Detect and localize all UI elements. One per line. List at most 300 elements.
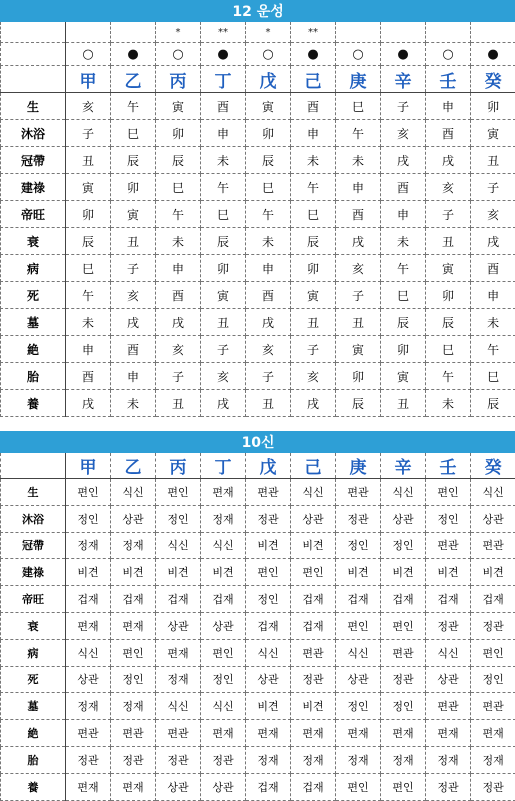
ten-god-cell: 겁재 [471, 586, 515, 613]
branch-cell: 午 [291, 174, 336, 201]
yinyang-cell: ● [471, 43, 515, 66]
stage-label: 墓 [1, 309, 66, 336]
ten-god-cell: 비견 [246, 532, 291, 559]
branch-cell: 巳 [426, 336, 471, 363]
branch-cell: 巳 [291, 201, 336, 228]
ten-god-cell: 겁재 [291, 612, 336, 639]
ten-god-cell: 편재 [156, 639, 201, 666]
table-row [1, 586, 515, 613]
ten-god-cell: 비견 [291, 532, 336, 559]
ten-god-cell: 정관 [471, 773, 515, 800]
table-title: 12 운성 [1, 1, 515, 22]
ten-god-cell: 편재 [336, 720, 381, 747]
stem-header: 戊 [246, 66, 291, 93]
branch-cell: 未 [201, 147, 246, 174]
branch-cell: 酉 [336, 201, 381, 228]
mark-cell: * [246, 22, 291, 43]
branch-cell: 戌 [291, 390, 336, 417]
ten-god-cell: 정인 [156, 505, 201, 532]
ten-god-cell: 겁재 [381, 586, 426, 613]
table-row [1, 336, 515, 363]
ten-god-cell: 정재 [66, 532, 111, 559]
mark-cell [66, 22, 111, 43]
ten-god-cell: 비견 [111, 559, 156, 586]
branch-cell: 亥 [201, 363, 246, 390]
branch-cell: 午 [426, 363, 471, 390]
table-row [1, 255, 515, 282]
stage-label: 絶 [1, 720, 66, 747]
table-row [1, 120, 515, 147]
yinyang-cell: ○ [66, 43, 111, 66]
branch-cell: 戌 [426, 147, 471, 174]
branch-cell: 寅 [156, 93, 201, 120]
branch-cell: 未 [381, 228, 426, 255]
ten-god-cell: 편관 [111, 720, 156, 747]
stage-label: 病 [1, 255, 66, 282]
branch-cell: 酉 [246, 282, 291, 309]
branch-cell: 申 [471, 282, 515, 309]
branch-cell: 子 [246, 363, 291, 390]
ten-god-cell: 정인 [66, 505, 111, 532]
ten-god-cell: 식신 [291, 479, 336, 506]
branch-cell: 寅 [291, 282, 336, 309]
stage-label: 生 [1, 479, 66, 506]
stem-header: 壬 [426, 453, 471, 479]
stem-header: 乙 [111, 66, 156, 93]
branch-cell: 卯 [156, 120, 201, 147]
branch-cell: 未 [246, 228, 291, 255]
table-row [1, 612, 515, 639]
stem-header: 辛 [381, 66, 426, 93]
stage-label: 胎 [1, 746, 66, 773]
ten-god-cell: 편재 [471, 720, 515, 747]
branch-cell: 未 [471, 309, 515, 336]
ten-god-cell: 정관 [426, 612, 471, 639]
ten-god-cell: 겁재 [291, 773, 336, 800]
branch-cell: 戌 [471, 228, 515, 255]
stage-label: 沐浴 [1, 120, 66, 147]
table-title: 10신 [1, 432, 515, 453]
ten-god-cell: 겁재 [201, 586, 246, 613]
ten-god-cell: 정관 [381, 666, 426, 693]
ten-god-cell: 상관 [471, 505, 515, 532]
branch-cell: 申 [66, 336, 111, 363]
ten-god-cell: 편인 [246, 559, 291, 586]
stage-label: 養 [1, 773, 66, 800]
yinyang-cell: ● [291, 43, 336, 66]
branch-cell: 丑 [336, 309, 381, 336]
branch-cell: 巳 [336, 93, 381, 120]
branch-cell: 辰 [426, 309, 471, 336]
corner-cell [1, 453, 66, 479]
branch-cell: 亥 [426, 174, 471, 201]
ten-god-cell: 편관 [426, 693, 471, 720]
table-row [1, 746, 515, 773]
ten-god-cell: 정관 [111, 746, 156, 773]
table-row [1, 639, 515, 666]
ten-god-cell: 상관 [66, 666, 111, 693]
stem-header: 乙 [111, 453, 156, 479]
ten-god-cell: 상관 [336, 666, 381, 693]
table-row [1, 720, 515, 747]
branch-cell: 辰 [336, 390, 381, 417]
corner-cell [1, 66, 66, 93]
branch-cell: 辰 [471, 390, 515, 417]
branch-cell: 卯 [291, 255, 336, 282]
ten-god-cell: 편재 [201, 720, 246, 747]
branch-cell: 戌 [66, 390, 111, 417]
branch-cell: 亥 [66, 93, 111, 120]
ten-god-cell: 정재 [246, 746, 291, 773]
ten-god-cell: 식신 [201, 532, 246, 559]
stem-header: 甲 [66, 66, 111, 93]
table-row [1, 201, 515, 228]
branch-cell: 戌 [111, 309, 156, 336]
branch-cell: 寅 [471, 120, 515, 147]
ten-god-cell: 비견 [426, 559, 471, 586]
branch-cell: 亥 [291, 363, 336, 390]
branch-cell: 酉 [111, 336, 156, 363]
ten-god-cell: 정재 [201, 505, 246, 532]
mark-cell [336, 22, 381, 43]
ten-god-cell: 겁재 [66, 586, 111, 613]
ten-god-cell: 비견 [291, 693, 336, 720]
ten-god-cell: 편재 [66, 612, 111, 639]
table-row [1, 228, 515, 255]
branch-cell: 巳 [246, 174, 291, 201]
ten-god-cell: 편관 [471, 693, 515, 720]
branch-cell: 戌 [201, 390, 246, 417]
branch-cell: 申 [291, 120, 336, 147]
branch-cell: 戌 [246, 309, 291, 336]
table-row [1, 390, 515, 417]
ten-god-cell: 정관 [471, 612, 515, 639]
mark-cell [381, 22, 426, 43]
branch-cell: 子 [471, 174, 515, 201]
ten-god-cell: 식신 [111, 479, 156, 506]
ten-god-cell: 식신 [156, 532, 201, 559]
ten-god-cell: 편재 [426, 720, 471, 747]
branch-cell: 子 [66, 120, 111, 147]
branch-cell: 午 [381, 255, 426, 282]
branch-cell: 亥 [111, 282, 156, 309]
table-row [1, 559, 515, 586]
ten-god-cell: 편관 [336, 479, 381, 506]
branch-cell: 卯 [381, 336, 426, 363]
yinyang-cell: ● [111, 43, 156, 66]
yinyang-cell: ○ [156, 43, 201, 66]
ten-god-cell: 정관 [336, 505, 381, 532]
branch-cell: 亥 [246, 336, 291, 363]
branch-cell: 子 [336, 282, 381, 309]
ten-god-cell: 정관 [291, 666, 336, 693]
ten-god-cell: 겁재 [336, 586, 381, 613]
ten-god-cell: 비견 [471, 559, 515, 586]
branch-cell: 子 [426, 201, 471, 228]
branch-cell: 辰 [111, 147, 156, 174]
branch-cell: 辰 [66, 228, 111, 255]
ten-god-cell: 정재 [471, 746, 515, 773]
branch-cell: 巳 [111, 120, 156, 147]
stage-label: 沐浴 [1, 505, 66, 532]
stem-header: 甲 [66, 453, 111, 479]
table-row [1, 693, 515, 720]
ten-god-cell: 정관 [156, 746, 201, 773]
branch-cell: 酉 [471, 255, 515, 282]
stage-label: 死 [1, 666, 66, 693]
mark-cell [426, 22, 471, 43]
ten-god-cell: 편인 [336, 612, 381, 639]
ten-god-cell: 상관 [201, 612, 246, 639]
branch-cell: 申 [381, 201, 426, 228]
ten-god-cell: 겁재 [156, 586, 201, 613]
ten-god-cell: 편관 [156, 720, 201, 747]
table-row [1, 147, 515, 174]
ten-god-cell: 비견 [336, 559, 381, 586]
stem-header: 庚 [336, 66, 381, 93]
branch-cell: 卯 [201, 255, 246, 282]
ten-god-cell: 정관 [66, 746, 111, 773]
branch-cell: 午 [246, 201, 291, 228]
table-row [1, 532, 515, 559]
branch-cell: 辰 [291, 228, 336, 255]
ten-god-cell: 편재 [201, 479, 246, 506]
stem-header: 癸 [471, 453, 515, 479]
ten-god-cell: 편인 [381, 773, 426, 800]
ten-god-cell: 정인 [336, 693, 381, 720]
ten-god-cell: 정인 [426, 505, 471, 532]
ten-god-cell: 정인 [381, 532, 426, 559]
branch-cell: 亥 [156, 336, 201, 363]
ten-god-cell: 정재 [291, 746, 336, 773]
ten-god-cell: 상관 [156, 773, 201, 800]
branch-cell: 酉 [381, 174, 426, 201]
branch-cell: 未 [291, 147, 336, 174]
ten-god-cell: 편재 [111, 612, 156, 639]
ten-god-cell: 정재 [156, 666, 201, 693]
ten-god-cell: 편인 [381, 612, 426, 639]
stage-label: 死 [1, 282, 66, 309]
branch-cell: 申 [156, 255, 201, 282]
branch-cell: 卯 [426, 282, 471, 309]
branch-cell: 未 [336, 147, 381, 174]
branch-cell: 午 [156, 201, 201, 228]
ten-god-cell: 편인 [291, 559, 336, 586]
stem-header-row [1, 66, 515, 93]
ten-god-cell: 비견 [381, 559, 426, 586]
branch-cell: 申 [336, 174, 381, 201]
branch-cell: 申 [111, 363, 156, 390]
yinyang-cell: ● [201, 43, 246, 66]
ten-god-cell: 겁재 [111, 586, 156, 613]
ten-god-cell: 상관 [156, 612, 201, 639]
branch-cell: 丑 [291, 309, 336, 336]
mark-cell: * [156, 22, 201, 43]
mark-cell: ** [291, 22, 336, 43]
ten-god-cell: 정재 [111, 532, 156, 559]
ten-god-cell: 편관 [471, 532, 515, 559]
stage-label: 胎 [1, 363, 66, 390]
ten-god-cell: 정관 [426, 773, 471, 800]
branch-cell: 酉 [156, 282, 201, 309]
ten-god-cell: 겁재 [291, 586, 336, 613]
branch-cell: 未 [426, 390, 471, 417]
table-row [1, 479, 515, 506]
branch-cell: 辰 [381, 309, 426, 336]
stem-header-row [1, 453, 515, 479]
ten-god-cell: 편관 [426, 532, 471, 559]
stage-label: 墓 [1, 693, 66, 720]
branch-cell: 未 [66, 309, 111, 336]
branch-cell: 寅 [111, 201, 156, 228]
ten-god-cell: 식신 [246, 639, 291, 666]
yinyang-row [1, 43, 515, 66]
ten-god-cell: 식신 [471, 479, 515, 506]
branch-cell: 亥 [381, 120, 426, 147]
stage-label: 建祿 [1, 174, 66, 201]
ten-god-cell: 편재 [111, 773, 156, 800]
branch-cell: 巳 [201, 201, 246, 228]
table-row [1, 93, 515, 120]
table-row [1, 773, 515, 800]
branch-cell: 卯 [66, 201, 111, 228]
branch-cell: 亥 [336, 255, 381, 282]
branch-cell: 戌 [156, 309, 201, 336]
branch-cell: 未 [111, 390, 156, 417]
branch-cell: 卯 [471, 93, 515, 120]
ten-god-cell: 편인 [201, 639, 246, 666]
ten-god-cell: 정재 [381, 746, 426, 773]
ten-god-cell: 정인 [381, 693, 426, 720]
stage-label: 養 [1, 390, 66, 417]
ten-god-cell: 정재 [66, 693, 111, 720]
branch-cell: 寅 [381, 363, 426, 390]
ten-god-cell: 정인 [111, 666, 156, 693]
ten-god-cell: 정재 [111, 693, 156, 720]
branch-cell: 午 [201, 174, 246, 201]
ten-god-cell: 비견 [66, 559, 111, 586]
stem-header: 庚 [336, 453, 381, 479]
branch-cell: 申 [426, 93, 471, 120]
branch-cell: 酉 [291, 93, 336, 120]
table-row [1, 309, 515, 336]
ten-god-cell: 편관 [66, 720, 111, 747]
stem-header: 癸 [471, 66, 515, 93]
ten-god-cell: 상관 [201, 773, 246, 800]
ten-god-cell: 편관 [381, 639, 426, 666]
mark-cell: ** [201, 22, 246, 43]
ten-god-cell: 식신 [66, 639, 111, 666]
ten-god-cell: 비견 [246, 693, 291, 720]
branch-cell: 卯 [246, 120, 291, 147]
ten-god-cell: 편재 [291, 720, 336, 747]
stage-label: 帝旺 [1, 201, 66, 228]
branch-cell: 寅 [336, 336, 381, 363]
branch-cell: 酉 [426, 120, 471, 147]
branch-cell: 寅 [201, 282, 246, 309]
ten-god-cell: 정인 [201, 666, 246, 693]
branch-cell: 酉 [66, 363, 111, 390]
branch-cell: 丑 [156, 390, 201, 417]
ten-god-cell: 편인 [66, 479, 111, 506]
table-row [1, 174, 515, 201]
ten-god-cell: 상관 [246, 666, 291, 693]
branch-cell: 午 [471, 336, 515, 363]
stem-header: 己 [291, 453, 336, 479]
ten-god-cell: 편관 [291, 639, 336, 666]
branch-cell: 午 [111, 93, 156, 120]
stage-label: 建祿 [1, 559, 66, 586]
branch-cell: 子 [201, 336, 246, 363]
branch-cell: 辰 [201, 228, 246, 255]
ten-god-cell: 식신 [381, 479, 426, 506]
ten-god-cell: 편인 [336, 773, 381, 800]
ten-god-cell: 편인 [156, 479, 201, 506]
stage-label: 生 [1, 93, 66, 120]
stem-header: 丁 [201, 66, 246, 93]
ten-god-cell: 편인 [426, 479, 471, 506]
ten-god-cell: 정관 [246, 505, 291, 532]
table-row [1, 666, 515, 693]
marks-row [1, 22, 515, 43]
stage-label: 衰 [1, 612, 66, 639]
yinyang-cell: ● [381, 43, 426, 66]
branch-cell: 酉 [201, 93, 246, 120]
yinyang-cell: ○ [336, 43, 381, 66]
stage-label: 冠帶 [1, 532, 66, 559]
branch-cell: 辰 [156, 147, 201, 174]
branch-cell: 未 [156, 228, 201, 255]
ten-god-cell: 정재 [426, 746, 471, 773]
branch-cell: 亥 [471, 201, 515, 228]
ten-god-cell: 편인 [111, 639, 156, 666]
stage-label: 帝旺 [1, 586, 66, 613]
branch-cell: 卯 [111, 174, 156, 201]
branch-cell: 戌 [336, 228, 381, 255]
stem-header: 辛 [381, 453, 426, 479]
blank-cell [1, 22, 66, 43]
ten-god-cell: 상관 [111, 505, 156, 532]
ten-god-cell: 겁재 [426, 586, 471, 613]
branch-cell: 辰 [246, 147, 291, 174]
branch-cell: 午 [66, 282, 111, 309]
branch-cell: 子 [156, 363, 201, 390]
ten-god-cell: 편재 [246, 720, 291, 747]
branch-cell: 申 [246, 255, 291, 282]
ten-god-cell: 상관 [291, 505, 336, 532]
ten-god-cell: 상관 [381, 505, 426, 532]
ten-god-cell: 편재 [66, 773, 111, 800]
ten-god-cell: 정인 [246, 586, 291, 613]
ten-god-cell: 겁재 [246, 612, 291, 639]
blank-cell [1, 43, 66, 66]
branch-cell: 子 [291, 336, 336, 363]
branch-cell: 寅 [426, 255, 471, 282]
table-row [1, 505, 515, 532]
branch-cell: 巳 [66, 255, 111, 282]
ten-god-cell: 겁재 [246, 773, 291, 800]
branch-cell: 巳 [471, 363, 515, 390]
ten-god-cell: 정관 [201, 746, 246, 773]
branch-cell: 子 [111, 255, 156, 282]
table-row [1, 363, 515, 390]
branch-cell: 丑 [201, 309, 246, 336]
ten-god-cell: 상관 [426, 666, 471, 693]
ten-god-cell: 편인 [471, 639, 515, 666]
ten-god-cell: 편관 [246, 479, 291, 506]
branch-cell: 子 [381, 93, 426, 120]
stem-header: 壬 [426, 66, 471, 93]
